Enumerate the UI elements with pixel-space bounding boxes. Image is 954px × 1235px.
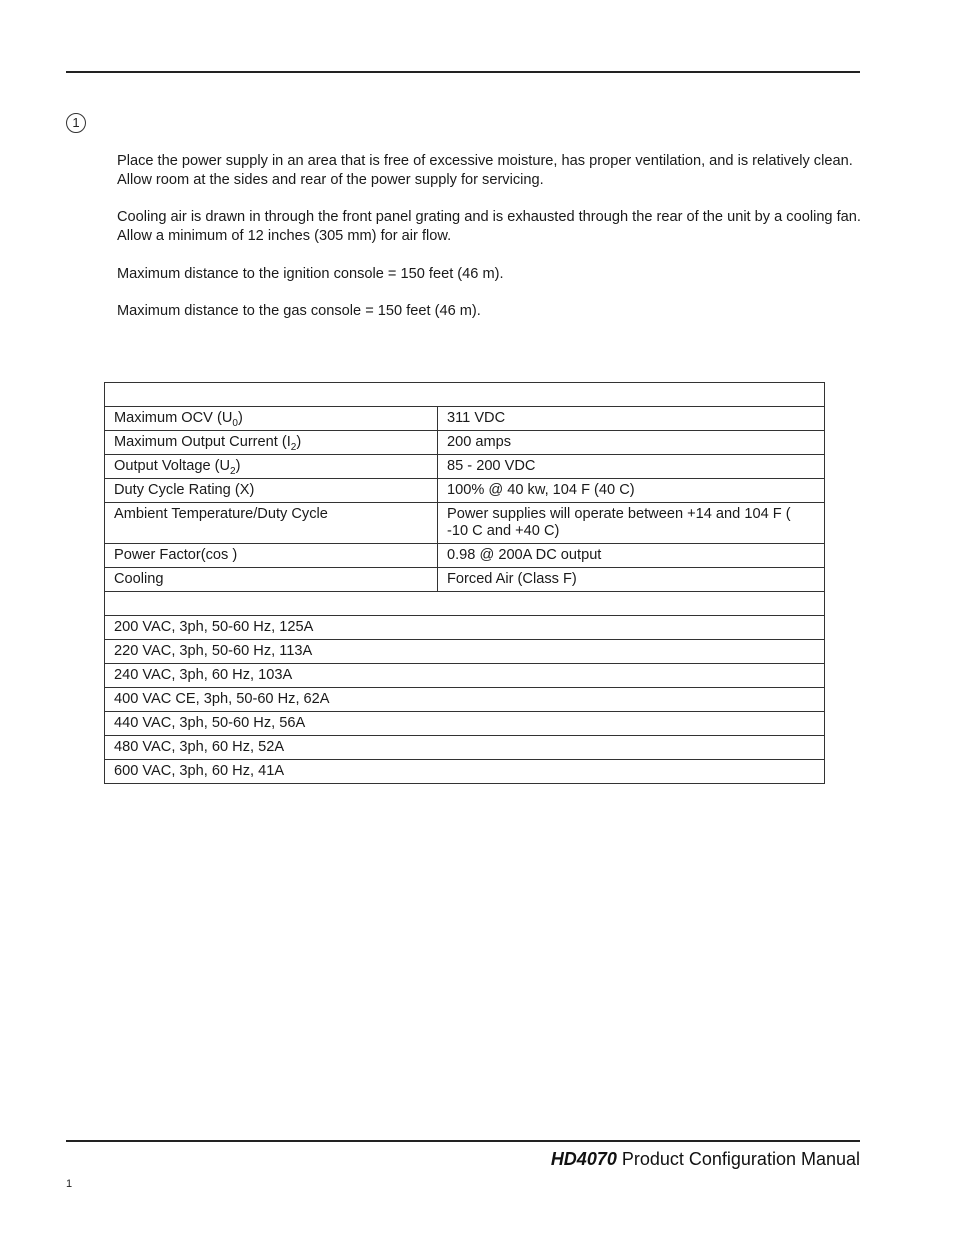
paragraph-placement: Place the power supply in an area that is free of excessive moisture, has proper ventilation, and is relatively clean. Allow room at the sides and rear of the power supply for servicing. bbox=[117, 153, 853, 188]
table-row bbox=[105, 688, 825, 712]
spec-label: Power Factor(cos ) bbox=[105, 544, 438, 568]
spec-table bbox=[104, 382, 825, 784]
table-row bbox=[105, 568, 825, 592]
spec-value: 85 - 200 VDC bbox=[438, 455, 825, 479]
spec-label: Maximum OCV $(U_0)$ bbox=[105, 407, 438, 431]
paragraph-cooling: Cooling air is drawn in through the front panel grating and is exhausted through the rear of the unit by a cooling fan. Allow a minimum of 12 inches (305 mm) for air flow. bbox=[117, 209, 861, 244]
table-header-cell bbox=[105, 383, 825, 407]
voltage-rating: 480 VAC, 3ph, 60 Hz, 52A bbox=[105, 736, 825, 760]
table-row bbox=[105, 664, 825, 688]
table-section-header-row bbox=[105, 592, 825, 616]
step-marker: 1 bbox=[66, 113, 86, 133]
table-row bbox=[105, 431, 825, 455]
footer-model: HD4070 bbox=[550, 1149, 617, 1169]
spec-value: 100% @ 40 kw, 104 F (40 C) bbox=[438, 479, 825, 503]
spec-value: 0.98 @ 200A DC output bbox=[438, 544, 825, 568]
table-row bbox=[105, 760, 825, 784]
table-header-row bbox=[105, 383, 825, 407]
spec-label: Maximum Output Current $(I_2)$ bbox=[105, 431, 438, 455]
table-row bbox=[105, 503, 825, 544]
spec-label: Cooling bbox=[105, 568, 438, 592]
spec-value: Forced Air (Class F) bbox=[438, 568, 825, 592]
voltage-rating: 220 VAC, 3ph, 50-60 Hz, 113A bbox=[105, 640, 825, 664]
footer-manual-title bbox=[551, 1149, 860, 1170]
table-row bbox=[105, 455, 825, 479]
table-row bbox=[105, 407, 825, 431]
table-row bbox=[105, 544, 825, 568]
page-number: 1 bbox=[66, 1178, 73, 1190]
voltage-rating: 440 VAC, 3ph, 50-60 Hz, 56A bbox=[105, 712, 825, 736]
footer-title-text: Product Configuration Manual bbox=[616, 1149, 860, 1169]
table-row bbox=[105, 712, 825, 736]
table-section-header-cell bbox=[105, 592, 825, 616]
header-rule bbox=[66, 71, 860, 73]
voltage-rating: 400 VAC CE, 3ph, 50-60 Hz, 62A bbox=[105, 688, 825, 712]
spec-value: 311 VDC bbox=[438, 407, 825, 431]
footer-rule bbox=[66, 1140, 860, 1142]
paragraph-gas-distance: Maximum distance to the gas console = 150 feet (46 m). bbox=[117, 303, 481, 319]
table-row bbox=[105, 616, 825, 640]
spec-value: 200 amps bbox=[438, 431, 825, 455]
table-row bbox=[105, 736, 825, 760]
paragraph-ignition-distance: Maximum distance to the ignition console = 150 feet (46 m). bbox=[117, 266, 504, 282]
table-row bbox=[105, 479, 825, 503]
table-row bbox=[105, 640, 825, 664]
spec-label: Output Voltage $(U_2)$ bbox=[105, 455, 438, 479]
spec-label: Duty Cycle Rating (X) bbox=[105, 479, 438, 503]
spec-value: Power supplies will operate between +14 and 104 F ( -10 C and +40 C) bbox=[438, 503, 825, 544]
voltage-rating: 200 VAC, 3ph, 50-60 Hz, 125A bbox=[105, 616, 825, 640]
voltage-rating: 600 VAC, 3ph, 60 Hz, 41A bbox=[105, 760, 825, 784]
voltage-rating: 240 VAC, 3ph, 60 Hz, 103A bbox=[105, 664, 825, 688]
spec-label: Ambient Temperature/Duty Cycle bbox=[105, 503, 438, 544]
